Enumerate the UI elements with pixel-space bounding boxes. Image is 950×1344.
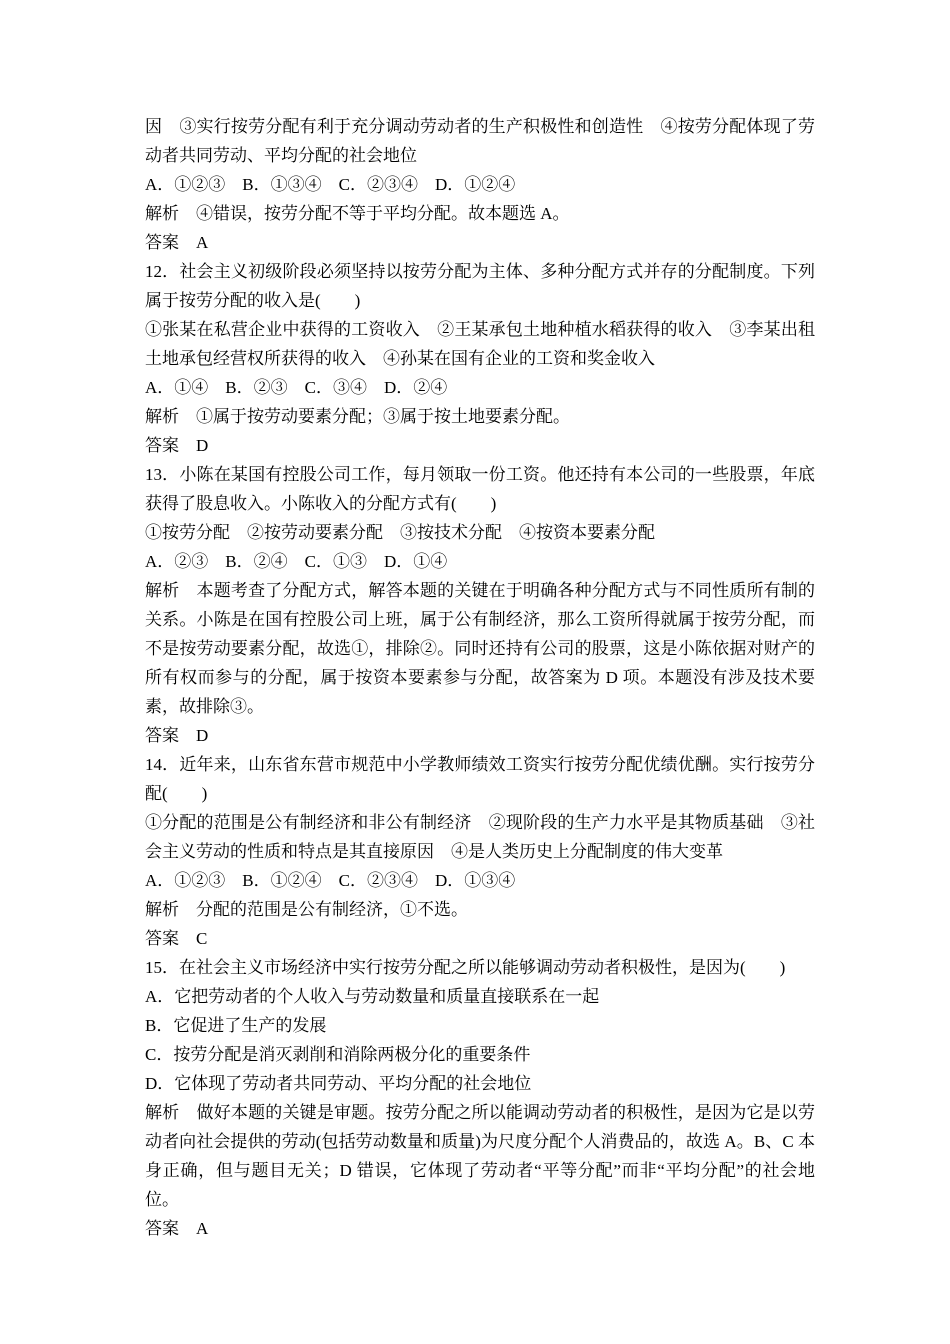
q15-analysis: 解析 做好本题的关键是审题。按劳分配之所以能调动劳动者的积极性，是因为它是以劳动者向社会提供的劳动(包括劳动数量和质量)为尺度分配个人消费品的，故选 A。B、C 本身正确，但与题目无关；D 错误，它体现了劳动者“平等分配”而非“平均分配”的社会地位。	[145, 1103, 815, 1209]
q14-items: ①分配的范围是公有制经济和非公有制经济 ②现阶段的生产力水平是其物质基础 ③社会主义劳动的性质和特点是其直接原因 ④是人类历史上分配制度的伟大变革	[145, 813, 815, 861]
q13-stem: 13．小陈在某国有控股公司工作，每月领取一份工资。他还持有本公司的一些股票，年底获得了股息收入。小陈收入的分配方式有( )	[145, 465, 815, 513]
q12-stem: 12．社会主义初级阶段必须坚持以按劳分配为主体、多种分配方式并存的分配制度。下列属于按劳分配的收入是( )	[145, 262, 815, 310]
q13-answer-choices: A．②③ B．②④ C．①③ D．①④	[145, 552, 448, 571]
q14-answer: 答案 C	[145, 929, 208, 948]
q13-items: ①按劳分配 ②按劳动要素分配 ③按技术分配 ④按资本要素分配	[145, 523, 655, 542]
carryover-text: 因 ③实行按劳分配有利于充分调动劳动者的生产积极性和创造性 ④按劳分配体现了劳动者共同劳动、平均分配的社会地位	[145, 117, 815, 165]
q12-analysis: 解析 ①属于按劳动要素分配；③属于按土地要素分配。	[145, 407, 570, 426]
q15-option-b: B．它促进了生产的发展	[145, 1016, 327, 1035]
q12-items: ①张某在私营企业中获得的工资收入 ②王某承包土地种植水稻获得的收入 ③李某出租土地承包经营权所获得的收入 ④孙某在国有企业的工资和奖金收入	[145, 320, 815, 368]
q15-option-d: D．它体现了劳动者共同劳动、平均分配的社会地位	[145, 1074, 532, 1093]
q15-option-a: A．它把劳动者的个人收入与劳动数量和质量直接联系在一起	[145, 987, 600, 1006]
q14-analysis: 解析 分配的范围是公有制经济，①不选。	[145, 900, 468, 919]
q12-answer-choices: A．①④ B．②③ C．③④ D．②④	[145, 378, 448, 397]
q12-answer: 答案 D	[145, 436, 209, 455]
q13-analysis: 解析 本题考查了分配方式，解答本题的关键在于明确各种分配方式与不同性质所有制的关系。小陈是在国有控股公司上班，属于公有制经济，那么工资所得就属于按劳分配，而不是按劳动要素分配，故选①，排除②。同时还持有公司的股票，这是小陈依据对财产的所有权而参与的分配，属于按资本要素参与分配，故答案为 D 项。本题没有涉及技术要素，故排除③。	[145, 581, 815, 716]
q15-stem: 15．在社会主义市场经济中实行按劳分配之所以能够调动劳动者积极性，是因为( )	[145, 958, 786, 977]
q14-stem: 14．近年来，山东省东营市规范中小学教师绩效工资实行按劳分配优绩优酬。实行按劳分配( )	[145, 755, 815, 803]
carryover-answer: 答案 A	[145, 233, 209, 252]
carryover-analysis: 解析 ④错误，按劳分配不等于平均分配。故本题选 A。	[145, 204, 570, 223]
q14-answer-choices: A．①②③ B．①②④ C．②③④ D．①③④	[145, 871, 516, 890]
q15-answer: 答案 A	[145, 1219, 209, 1238]
carryover-answer-choices: A．①②③ B．①③④ C．②③④ D．①②④	[145, 175, 516, 194]
q13-answer: 答案 D	[145, 726, 209, 745]
q15-option-c: C．按劳分配是消灭剥削和消除两极分化的重要条件	[145, 1045, 531, 1064]
